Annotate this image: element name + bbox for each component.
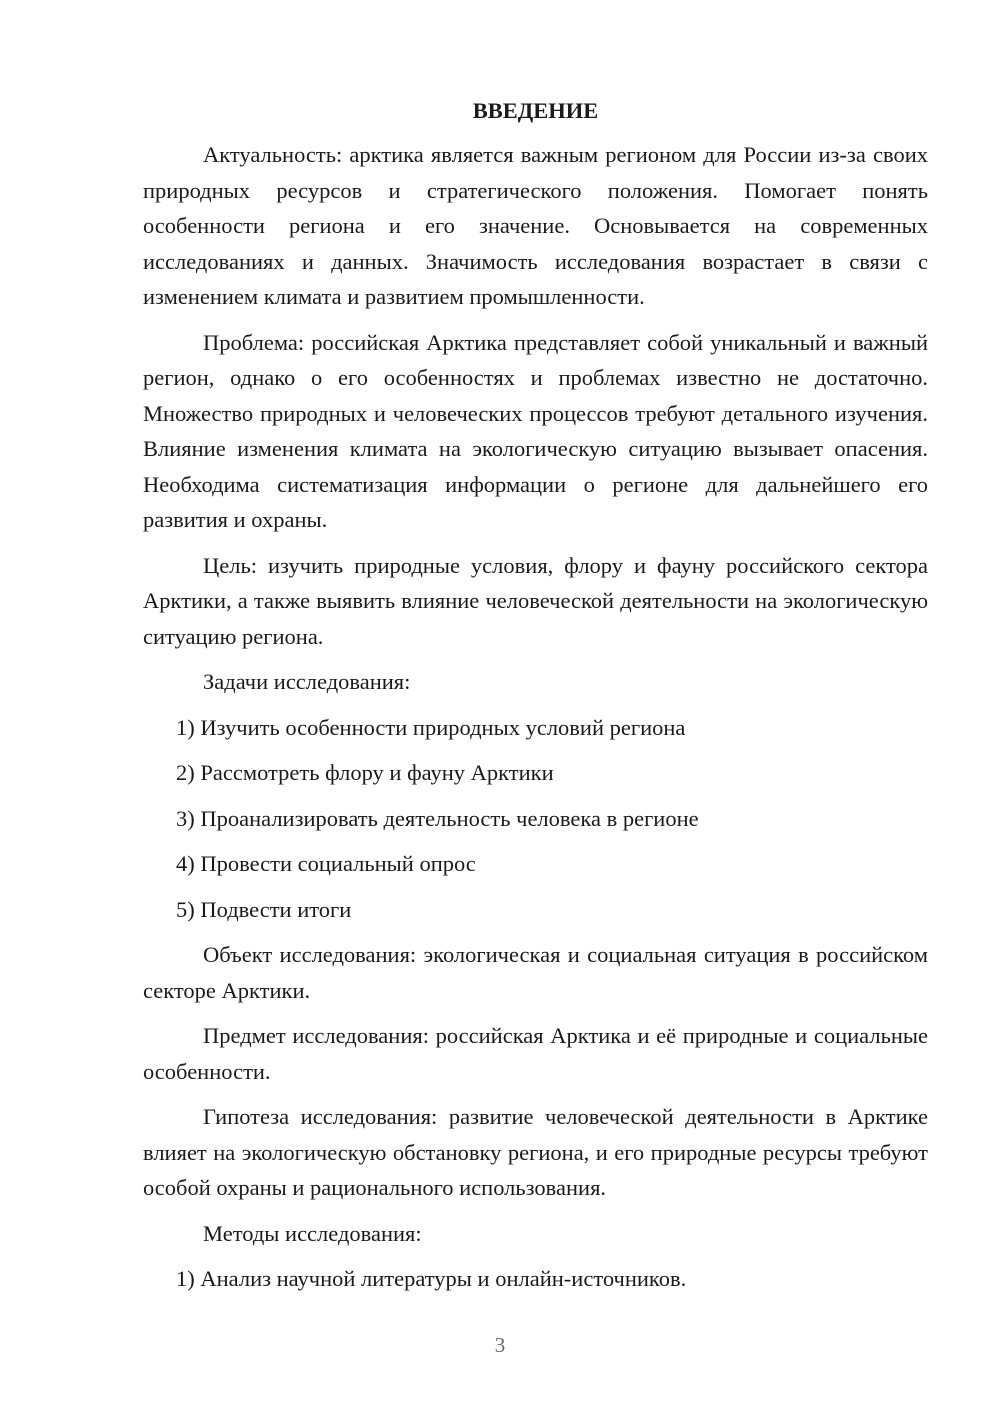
- relevance-paragraph: Актуальность: арктика является важным регионом для России из-за своих природных ресурсов и стратегического положения. Помогает понять особенности региона и его значение. Основывается на современных исследованиях и данных. Значимость исследования возрастает в связи с изменением климата и развитием промышленности.: [143, 142, 928, 309]
- goal-paragraph: Цель: изучить природные условия, флору и фауну российского сектора Арктики, а также выявить влияние человеческой деятельности на экологическую ситуацию региона.: [143, 552, 928, 649]
- methods-list: [143, 1261, 928, 1297]
- hypothesis-paragraph: Гипотеза исследования: развитие человеческой деятельности в Арктике влияет на экологическую обстановку региона, и его природные ресурсы требуют особой охраны и рационального использования.: [143, 1104, 928, 1200]
- page-number: 3: [494, 1333, 506, 1357]
- list-item: 1) Анализ научной литературы и онлайн-источников.: [176, 1266, 687, 1291]
- problem-paragraph: Проблема: российская Арктика представляет собой уникальный и важный регион, однако о его особенностях и проблемах известно не достаточно. Множество природных и человеческих процессов требуют детального изучения. Влияние изменения климата на экологическую ситуацию вызывает опасения. Необходима систематизация информации о регионе для дальнейшего его развития и охраны.: [143, 329, 928, 532]
- list-item: 5) Подвести итоги: [176, 896, 352, 922]
- list-item: 1) Изучить особенности природных условий региона: [176, 714, 686, 740]
- tasks-list: [143, 710, 928, 928]
- list-item: 3) Проанализировать деятельность человека в регионе: [176, 805, 699, 831]
- subject-paragraph: Предмет исследования: российская Арктика и её природные и социальные особенности.: [143, 1023, 928, 1084]
- document-page: [143, 93, 928, 1307]
- page-title: ВВЕДЕНИЕ: [472, 98, 599, 123]
- list-item: 2) Рассмотреть флору и фауну Арктики: [176, 760, 554, 785]
- object-paragraph: Объект исследования: экологическая и социальная ситуация в российском секторе Арктики.: [143, 942, 928, 1003]
- tasks-heading: Задачи исследования:: [203, 669, 411, 694]
- methods-heading: Методы исследования:: [203, 1220, 422, 1246]
- list-item: 4) Провести социальный опрос: [176, 851, 476, 876]
